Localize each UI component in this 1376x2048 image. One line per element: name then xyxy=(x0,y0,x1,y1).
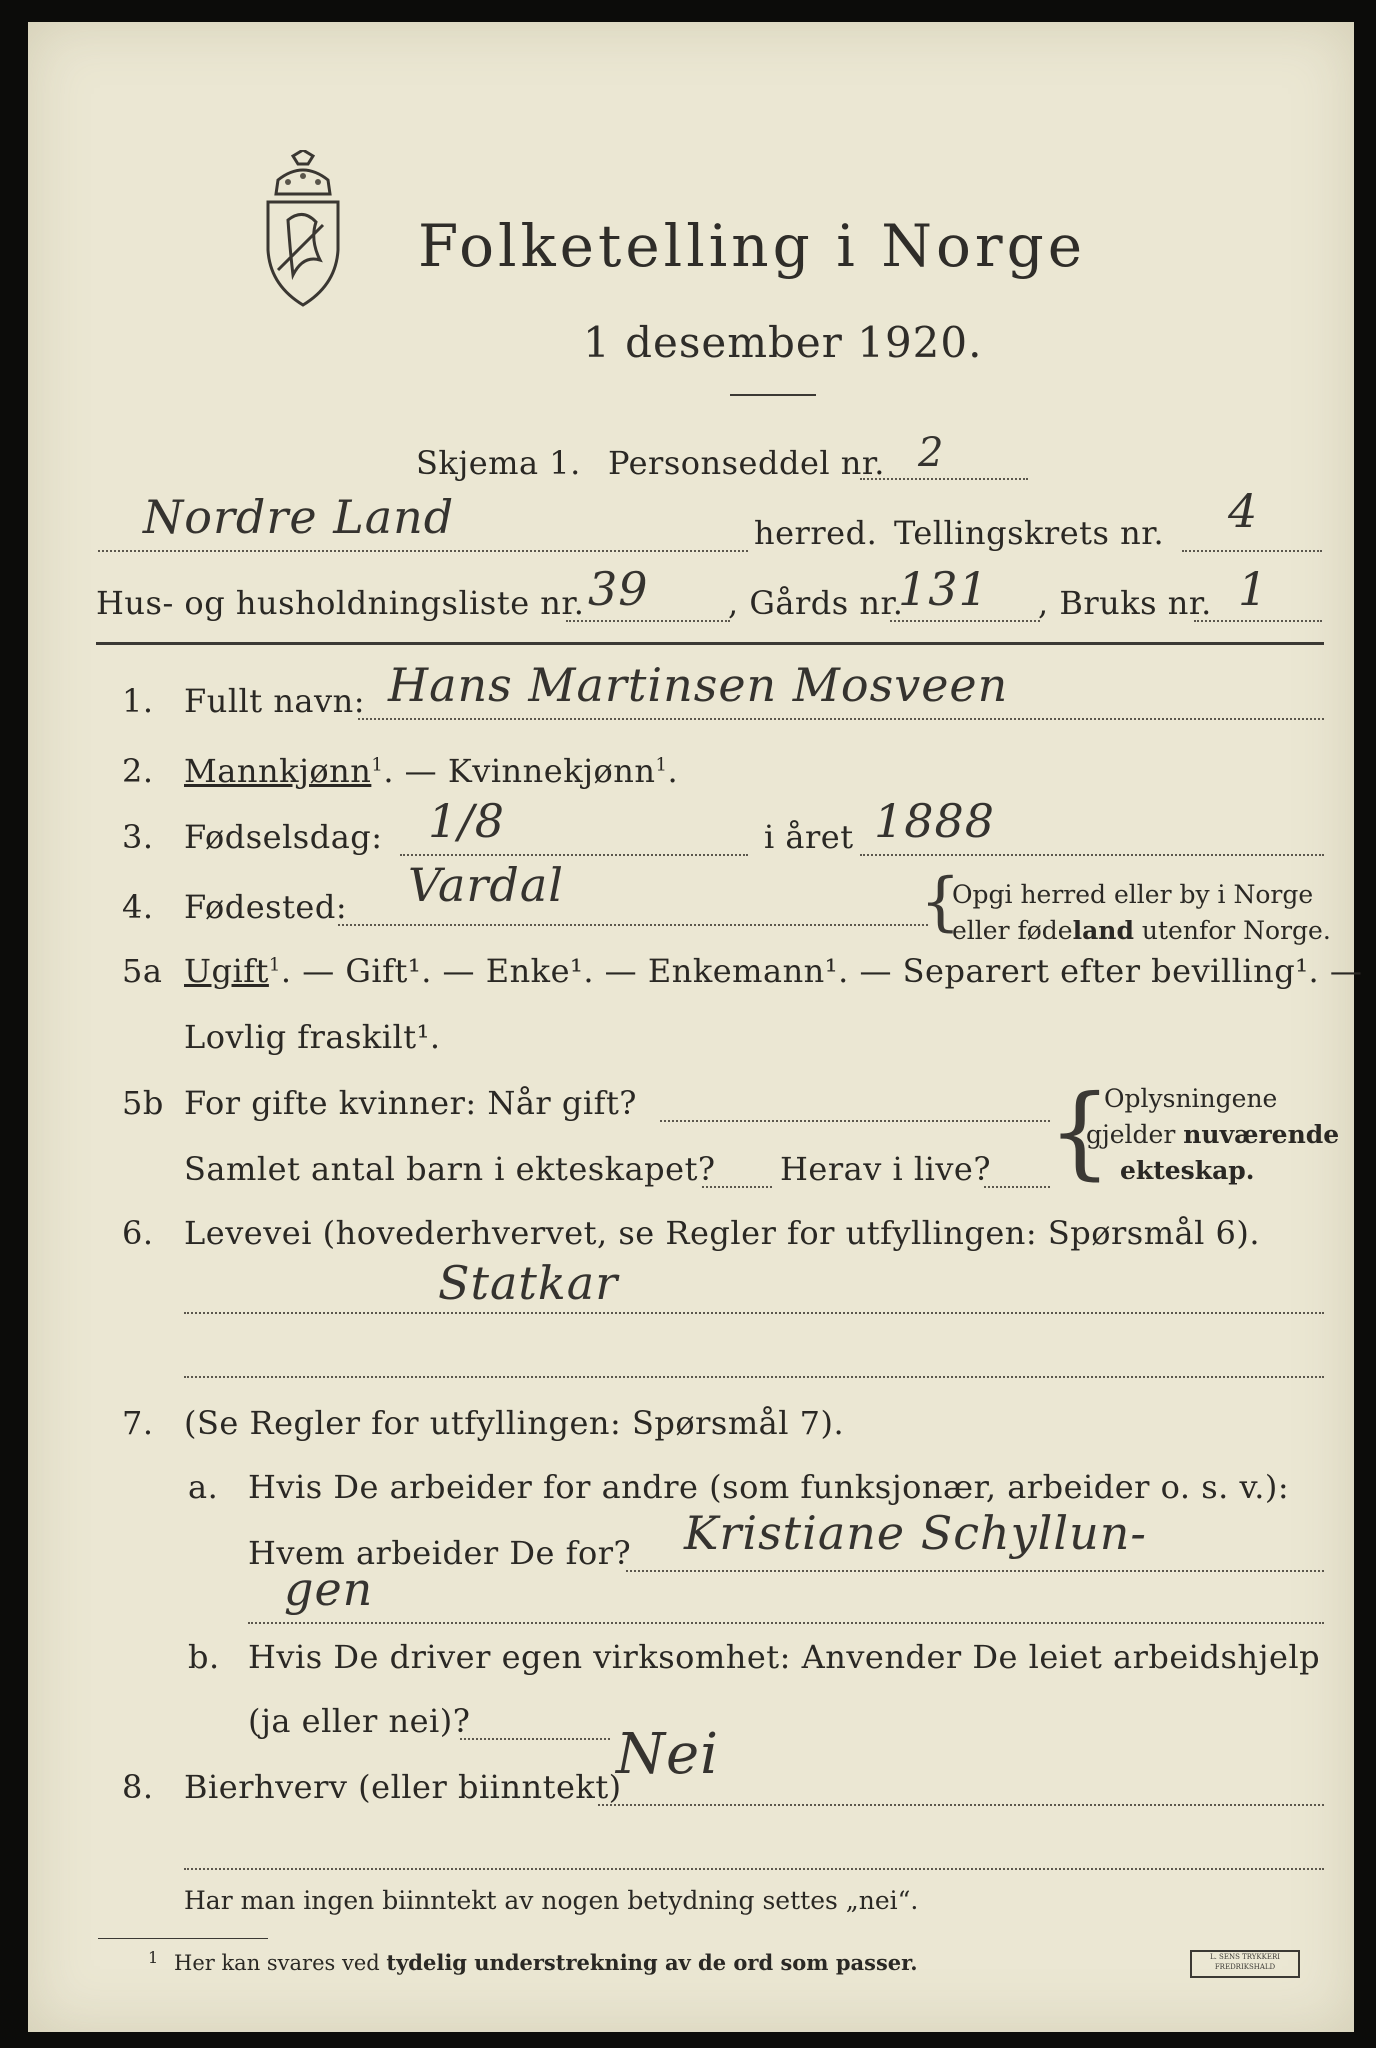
bruks-value[interactable]: 1 xyxy=(1238,562,1269,616)
gards-line xyxy=(890,620,1040,622)
q2-female[interactable]: Kvinnekjønn xyxy=(447,752,656,790)
q5b-note-line3: ekteskap. xyxy=(1120,1156,1255,1185)
q8-line2 xyxy=(184,1868,1324,1870)
q1-line xyxy=(358,718,1324,720)
q1-number: 1. xyxy=(122,682,154,720)
liste-line xyxy=(566,620,730,622)
herred-label: herred. xyxy=(754,514,878,552)
q2-sep: . — xyxy=(383,752,448,790)
q5b-children-line xyxy=(702,1186,772,1188)
q5b-alive-label: Herav i live? xyxy=(780,1150,992,1188)
q4-note-line1: Opgi herred eller by i Norge xyxy=(952,880,1314,909)
q6-label: Levevei (hovederhvervet, se Regler for utfyllingen: Spørsmål 6). xyxy=(184,1214,1261,1252)
q7a-line-2 xyxy=(248,1622,1324,1624)
q5a-rest[interactable]: . — Gift¹. — Enke¹. — Enkemann¹. — Separert efter bevilling¹. — xyxy=(280,952,1363,990)
q8-label: Bierhverv (eller biinntekt) xyxy=(184,1768,622,1806)
q7a-letter: a. xyxy=(188,1468,219,1506)
q4-brace: { xyxy=(920,865,961,939)
q3-number: 3. xyxy=(122,818,154,856)
q7b-letter: b. xyxy=(188,1638,220,1676)
q5b-when-line xyxy=(660,1120,1050,1122)
q2-number: 2. xyxy=(122,752,154,790)
gards-label: , Gårds nr. xyxy=(728,584,904,622)
personseddel-line xyxy=(860,478,1028,480)
q5b-note-2a: gjelder xyxy=(1086,1120,1184,1149)
footnote-text xyxy=(174,1950,918,1975)
q2-options xyxy=(184,752,678,790)
footnote-number: 1 xyxy=(148,1948,159,1967)
liste-label: Hus- og husholdningsliste nr. xyxy=(96,584,585,622)
q2-male[interactable]: Mannkjønn xyxy=(184,752,372,790)
q8-value[interactable]: Nei xyxy=(616,1722,720,1787)
q5b-note-2b: nuværende xyxy=(1183,1120,1340,1149)
q5b-number: 5b xyxy=(122,1084,164,1122)
form-title: Folketelling i Norge xyxy=(418,212,1087,280)
q3-line xyxy=(400,854,748,856)
q3-label: Fødselsdag: xyxy=(184,818,383,856)
q5a-ugift-sup: 1 xyxy=(268,954,281,976)
census-form xyxy=(28,22,1363,2032)
bruks-line xyxy=(1194,620,1322,622)
q7a-value-2[interactable]: gen xyxy=(284,1562,374,1616)
q4-value[interactable]: Vardal xyxy=(408,858,564,912)
q8-number: 8. xyxy=(122,1768,154,1806)
q5b-note-line1: Oplysningene xyxy=(1104,1084,1278,1113)
q5b-children-label: Samlet antal barn i ekteskapet? xyxy=(184,1150,716,1188)
footnote-text-a: Her kan svares ved xyxy=(174,1951,387,1975)
q2-male-sup: 1 xyxy=(371,754,384,776)
q6-line1 xyxy=(184,1312,1324,1314)
q4-number: 4. xyxy=(122,888,154,926)
q7b-line2: (ja eller nei)? xyxy=(248,1702,471,1740)
q7a-line-1 xyxy=(626,1570,1324,1572)
q5a-line1 xyxy=(184,952,1362,990)
q3-year-label: i året xyxy=(764,818,854,856)
q3-year-value[interactable]: 1888 xyxy=(874,794,996,848)
gards-value[interactable]: 131 xyxy=(898,562,989,616)
q4-line xyxy=(338,924,928,926)
q1-label: Fullt navn: xyxy=(184,682,365,720)
q5a-ugift[interactable]: Ugift xyxy=(184,952,269,990)
q6-value[interactable]: Statkar xyxy=(438,1256,619,1310)
q5b-line1: For gifte kvinner: Når gift? xyxy=(184,1084,637,1122)
q7-label: (Se Regler for utfyllingen: Spørsmål 7). xyxy=(184,1404,845,1442)
tellingskrets-value[interactable]: 4 xyxy=(1228,484,1259,538)
q4-label: Fødested: xyxy=(184,888,348,926)
personseddel-value[interactable]: 2 xyxy=(918,430,945,476)
q7a-line1: Hvis De arbeider for andre (som funksjonær, arbeider o. s. v.): xyxy=(248,1468,1290,1506)
footnote-text-b: tydelig understrekning av de ord som passer. xyxy=(386,1950,918,1975)
q7a-value-1[interactable]: Kristiane Schyllun- xyxy=(684,1506,1147,1560)
q4-note-line2 xyxy=(952,916,1331,945)
herred-line xyxy=(98,550,748,552)
q7b-line xyxy=(460,1738,610,1740)
q6-line2 xyxy=(184,1376,1324,1378)
footnote-divider xyxy=(98,1938,268,1939)
herred-value[interactable]: Nordre Land xyxy=(143,490,455,544)
q6-number: 6. xyxy=(122,1214,154,1252)
q4-note-2b: land xyxy=(1072,916,1134,945)
q3-year-line xyxy=(860,854,1324,856)
tellingskrets-line xyxy=(1182,550,1322,552)
header-divider xyxy=(96,642,1324,645)
coat-of-arms-icon xyxy=(248,150,358,310)
q5a-number: 5a xyxy=(122,952,163,990)
q7b-line1: Hvis De driver egen virksomhet: Anvender De leiet arbeidshjelp xyxy=(248,1638,1321,1676)
tellingskrets-label: Tellingskrets nr. xyxy=(894,514,1165,552)
q5b-alive-line xyxy=(984,1186,1050,1188)
q8-note: Har man ingen biinntekt av nogen betydning settes „nei“. xyxy=(184,1886,919,1915)
printer-stamp: L. SENS TRYKKERI FREDRIKSHALD xyxy=(1190,1950,1300,1978)
q2-end: . xyxy=(667,752,679,790)
personseddel-label: Personseddel nr. xyxy=(608,444,885,482)
q5a-line2[interactable]: Lovlig fraskilt¹. xyxy=(184,1018,441,1056)
q5b-brace: { xyxy=(1048,1073,1112,1190)
bruks-label: , Bruks nr. xyxy=(1038,584,1212,622)
q3-value[interactable]: 1/8 xyxy=(428,794,506,848)
q4-note-2a: eller føde xyxy=(952,916,1073,945)
liste-value[interactable]: 39 xyxy=(588,562,649,616)
q1-value[interactable]: Hans Martinsen Mosveen xyxy=(388,658,1009,712)
q4-note-2c: utenfor Norge. xyxy=(1133,916,1331,945)
q8-line1 xyxy=(598,1804,1324,1806)
title-divider xyxy=(730,394,816,396)
q7-number: 7. xyxy=(122,1404,154,1442)
q2-female-sup: 1 xyxy=(655,754,668,776)
q5b-note-line2 xyxy=(1086,1120,1339,1149)
schema-label: Skjema 1. xyxy=(416,444,581,482)
q7a-line2: Hvem arbeider De for? xyxy=(248,1534,632,1572)
form-date: 1 desember 1920. xyxy=(583,318,983,367)
